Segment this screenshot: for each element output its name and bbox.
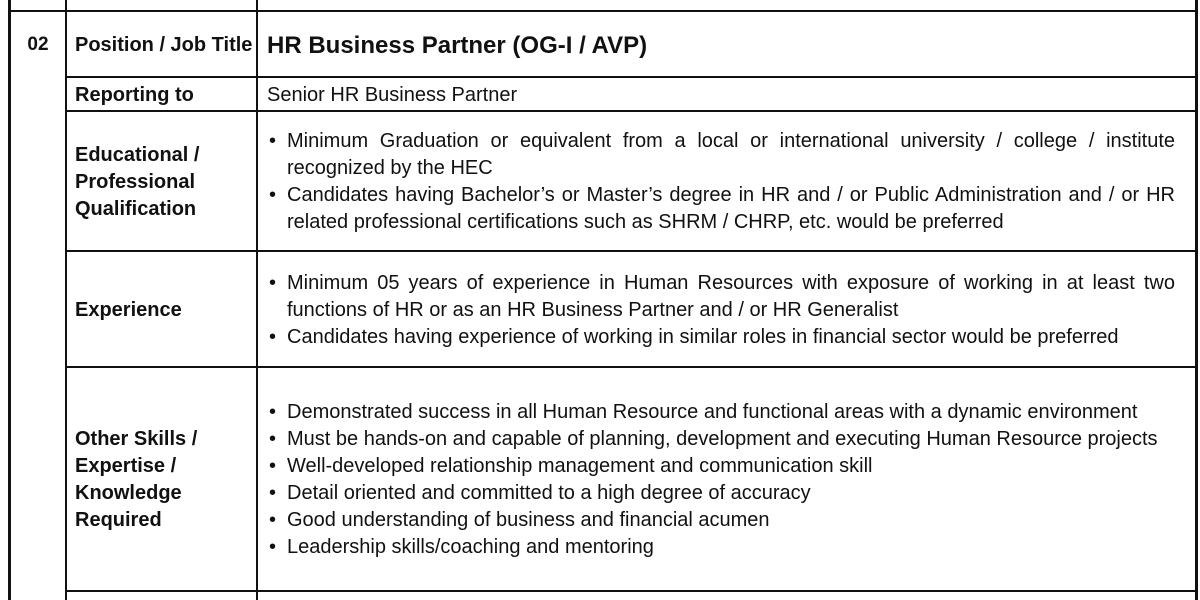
- education-list: [267, 128, 1175, 236]
- table-row-previous-cutoff: [11, 0, 1195, 10]
- merged-number-cell: [11, 76, 67, 600]
- position-label: Position / Job Title: [67, 12, 258, 78]
- table-row-reporting: [67, 76, 1195, 112]
- skills-item-3: • Well-developed relationship management and communication skill: [267, 453, 1175, 480]
- skills-item-4: • Detail oriented and committed to a high degree of accuracy: [267, 480, 1175, 507]
- education-value: [258, 112, 1195, 252]
- experience-value: [258, 252, 1195, 368]
- experience-item-2: • Candidates having experience of working in similar roles in financial sector would be preferred: [267, 324, 1175, 351]
- skills-item-2: • Must be hands-on and capable of planning, development and executing Human Resource projects: [267, 426, 1175, 453]
- experience-item-1: • Minimum 05 years of experience in Human Resources with exposure of working in at least two functions of HR or as an HR Business Partner and / or HR Generalist: [267, 270, 1175, 324]
- experience-list: [267, 270, 1175, 351]
- position-value: HR Business Partner (OG-I / AVP): [267, 31, 648, 59]
- skills-item-6: • Leadership skills/coaching and mentoring: [267, 534, 1175, 561]
- reporting-label: Reporting to: [67, 78, 258, 112]
- table-row-position: [11, 10, 1195, 78]
- skills-label: Other Skills / Expertise / Knowledge Required: [67, 368, 258, 592]
- next-label-cell: [67, 592, 258, 600]
- cutoff-number-cell: [11, 0, 67, 10]
- education-label: Educational / Professional Qualification: [67, 112, 258, 252]
- experience-label: Experience: [67, 252, 258, 368]
- skills-list: [267, 399, 1175, 561]
- table-right-border: [1195, 0, 1198, 600]
- cutoff-label-cell: [67, 0, 258, 10]
- row-number: 02: [11, 12, 67, 78]
- education-item-2: • Candidates having Bachelor’s or Master’s degree in HR and / or Public Administration and / or HR related professional certifications such as SHRM / CHRP, etc. would be preferred: [267, 182, 1175, 236]
- education-item-1: • Minimum Graduation or equivalent from a local or international university / college / institute recognized by the HEC: [267, 128, 1175, 182]
- table-row-next-cutoff: [67, 590, 1195, 600]
- skills-value: [258, 368, 1195, 592]
- table-row-education: [67, 110, 1195, 252]
- reporting-value: Senior HR Business Partner: [267, 83, 518, 106]
- table-row-experience: [67, 250, 1195, 368]
- skills-item-5: • Good understanding of business and financial acumen: [267, 507, 1175, 534]
- skills-item-1: • Demonstrated success in all Human Resource and functional areas with a dynamic environment: [267, 399, 1175, 426]
- table-row-skills: [67, 366, 1195, 592]
